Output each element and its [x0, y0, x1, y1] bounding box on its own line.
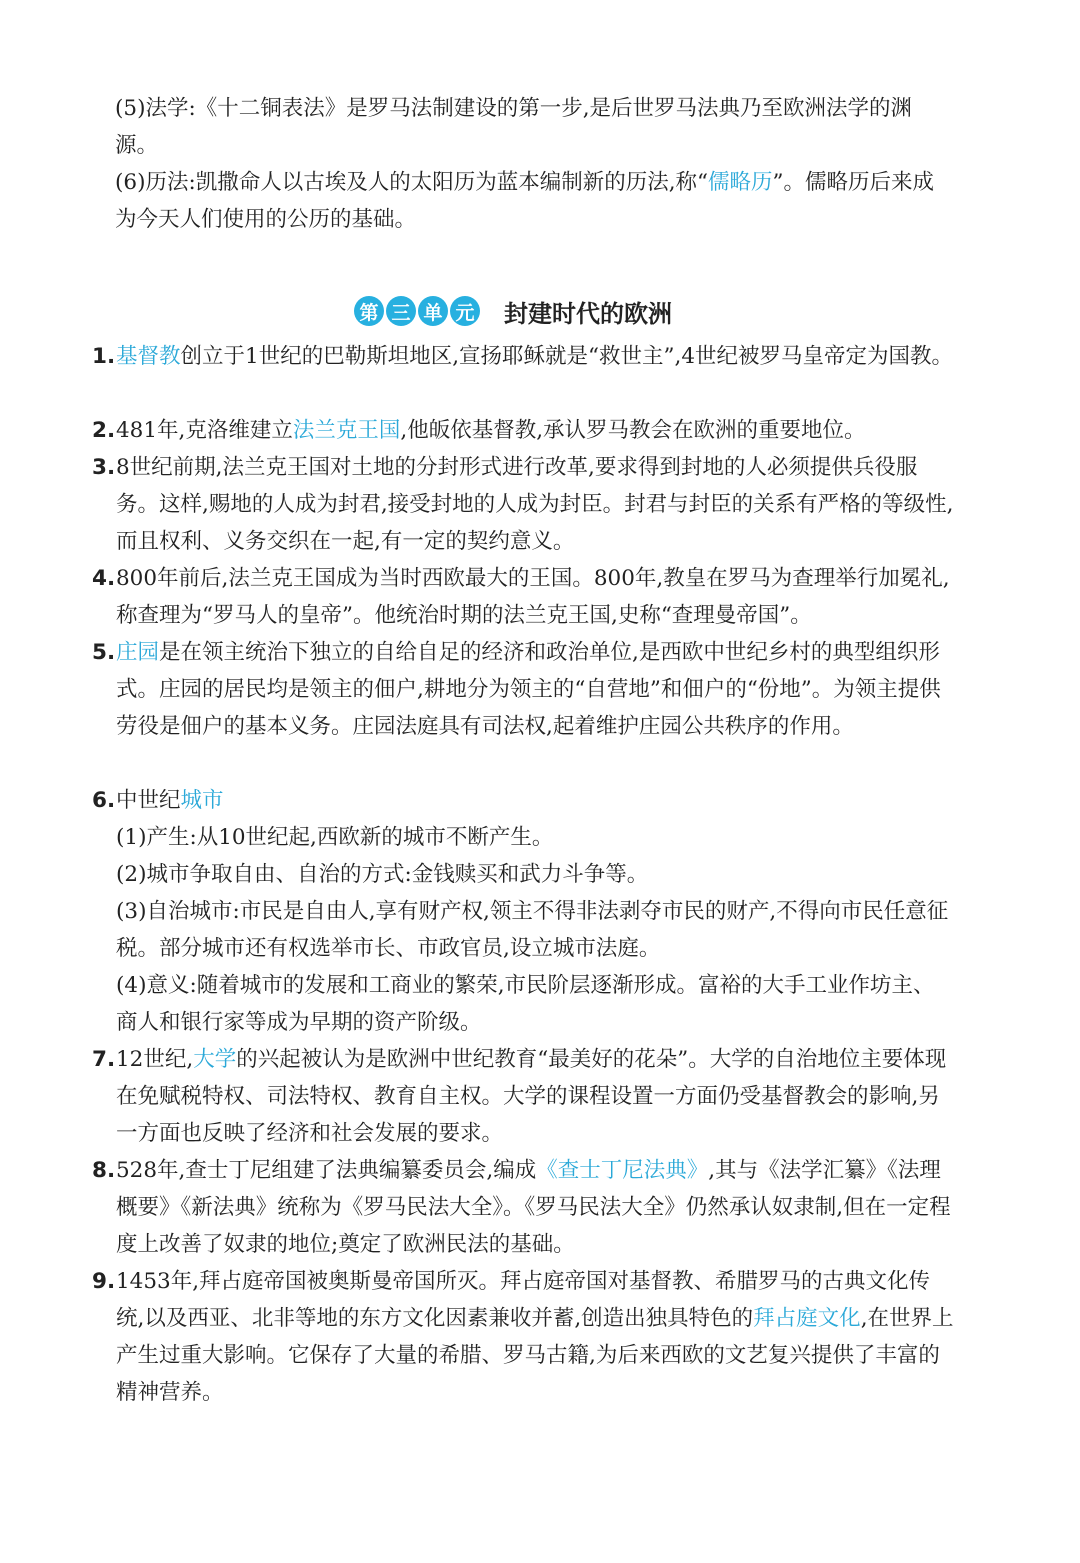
item-text: 12世纪, — [116, 1047, 194, 1072]
item-number: 3. — [92, 455, 116, 480]
key-term: 基督教 — [116, 344, 181, 369]
list-item — [92, 1041, 955, 1152]
item-number: 7. — [92, 1047, 116, 1072]
key-term: 《查士丁尼法典》 — [536, 1158, 709, 1183]
item-text: ,他皈依基督教,承认罗马教会在欧洲的重要地位。 — [400, 418, 866, 443]
unit-badge-char: 元 — [450, 296, 480, 326]
item-text: 481年,克洛维建立 — [116, 418, 293, 443]
list-item — [92, 1263, 955, 1411]
item-number: 4. — [92, 566, 116, 591]
key-term: 拜占庭文化 — [753, 1306, 861, 1331]
law-text: (5)法学:《十二铜表法》是罗马法制建设的第一步,是后世罗马法典乃至欧洲法学的渊源。 — [115, 96, 913, 158]
list-item — [92, 782, 955, 819]
item-number: 8. — [92, 1158, 116, 1183]
item-number: 5. — [92, 640, 116, 665]
list-item — [92, 1152, 955, 1263]
law-paragraph — [115, 90, 955, 164]
sub-item-text: (4)意义:随着城市的发展和工商业的繁荣,市民阶层逐渐形成。富裕的大手工业作坊主、商人和银行家等成为早期的资产阶级。 — [116, 973, 935, 1035]
list-item — [92, 634, 955, 745]
unit-badge-char: 单 — [418, 296, 448, 326]
list-item — [92, 560, 955, 634]
item-text: ,其与《法学汇纂》《法理概要》《新法典》统称为《罗马民法大全》。《罗马民法大全》仍然承认奴隶制,但在一定程度上改善了奴隶的地位;奠定了欧洲民法的基础。 — [116, 1158, 951, 1257]
key-term: 城市 — [180, 788, 224, 813]
key-term: 庄园 — [116, 640, 160, 665]
item-text: 1453年,拜占庭帝国被奥斯曼帝国所灭。拜占庭帝国对基督教、希腊罗马的古典文化传统,以及西亚、北非等地的东方文化因素兼收并蓄,创造出独具特色的 — [116, 1269, 931, 1331]
sub-item-text: (3)自治城市:市民是自由人,享有财产权,领主不得非法剥夺市民的财产,不得向市民任意征税。部分城市还有权选举市长、市政官员,设立城市法庭。 — [116, 899, 949, 961]
unit-title: 封建时代的欧洲 — [504, 299, 672, 328]
sub-item-text: (1)产生:从10世纪起,西欧新的城市不断产生。 — [116, 825, 554, 850]
key-term: 法兰克王国 — [292, 418, 401, 443]
list-item — [92, 338, 955, 375]
sub-item — [116, 856, 955, 893]
calendar-text-b: ”。儒略历后来成为今天人们使用的公历的基础。 — [115, 170, 935, 232]
calendar-text-a: (6)历法:凯撒命人以古埃及人的太阳历为蓝本编制新的历法,称“ — [115, 170, 709, 195]
item-text: 是在领主统治下独立的自给自足的经济和政治单位,是西欧中世纪乡村的典型组织形式。庄园的居民均是领主的佃户,耕地分为领主的“自营地”和佃户的“份地”。为领主提供劳役是佃户的基本义务。庄园法庭具有司法权,起着维护庄园公共秩序的作用。 — [116, 640, 941, 739]
item-number: 1. — [92, 344, 116, 369]
item-text: 中世纪 — [116, 788, 181, 813]
item-text: 的兴起被认为是欧洲中世纪教育“最美好的花朵”。大学的自治地位主要体现在免赋税特权、司法特权、教育自主权。大学的课程设置一方面仍受基督教会的影响,另一方面也反映了经济和社会发展的要求。 — [116, 1047, 947, 1146]
sub-item-text: (2)城市争取自由、自治的方式:金钱赎买和武力斗争等。 — [116, 862, 649, 887]
item-text: 800年前后,法兰克王国成为当时西欧最大的王国。800年,教皇在罗马为查理举行加冕礼,称查理为“罗马人的皇帝”。他统治时期的法兰克王国,史称“查理曼帝国”。 — [116, 566, 950, 628]
list-item — [92, 412, 955, 449]
list-item — [92, 449, 955, 560]
key-term: 大学 — [193, 1047, 237, 1072]
sub-item — [116, 819, 955, 856]
julian-calendar-term: 儒略历 — [708, 170, 773, 195]
calendar-paragraph — [115, 164, 955, 238]
item-number: 2. — [92, 418, 116, 443]
item-text: ,在世界上产生过重大影响。它保存了大量的希腊、罗马古籍,为后来西欧的文艺复兴提供了丰富的精神营养。 — [116, 1306, 954, 1405]
sub-item — [116, 967, 955, 1041]
unit-badge-char: 三 — [386, 296, 416, 326]
unit-heading — [354, 292, 672, 330]
item-text: 8世纪前期,法兰克王国对土地的分封形式进行改革,要求得到封地的人必须提供兵役服务。这样,赐地的人成为封君,接受封地的人成为封臣。封君与封臣的关系有严格的等级性,而且权利、义务交织在一起,有一定的契约意义。 — [116, 455, 954, 554]
sub-item — [116, 893, 955, 967]
item-text: 528年,查士丁尼组建了法典编纂委员会,编成 — [116, 1158, 537, 1183]
item-number: 9. — [92, 1269, 116, 1294]
unit-badge-char: 第 — [354, 296, 384, 326]
item-number: 6. — [92, 788, 116, 813]
item-text: 创立于1世纪的巴勒斯坦地区,宣扬耶稣就是“救世主”,4世纪被罗马皇帝定为国教。 — [180, 344, 954, 369]
